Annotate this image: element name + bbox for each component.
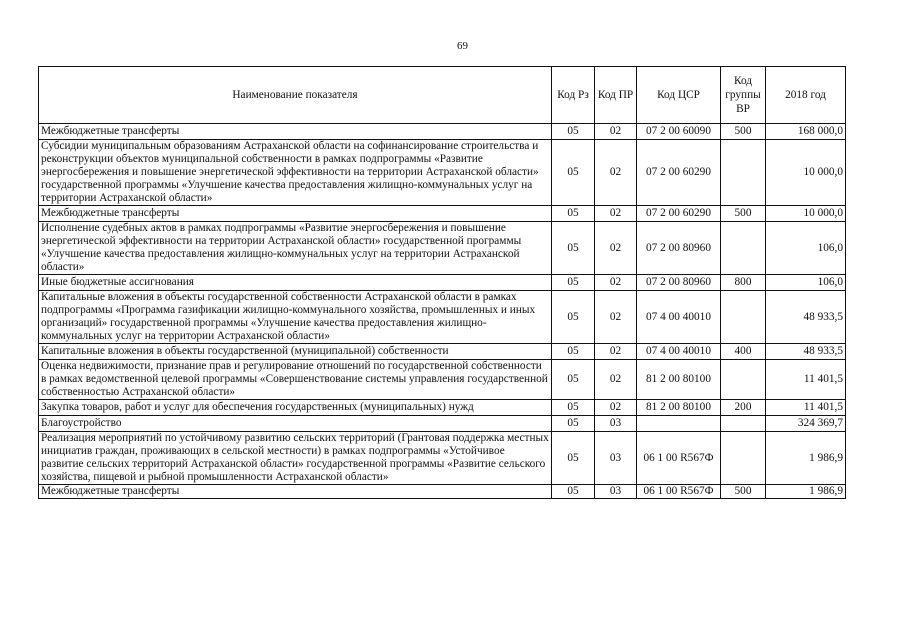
row-rz: 05 xyxy=(552,432,595,485)
row-csr: 07 2 00 60090 xyxy=(637,124,721,140)
row-amount: 10 000,0 xyxy=(766,206,846,222)
row-vr: 400 xyxy=(721,344,766,360)
table-row xyxy=(39,432,846,485)
row-vr: 500 xyxy=(721,485,766,499)
row-vr: 500 xyxy=(721,124,766,140)
table-row xyxy=(39,291,846,344)
row-vr xyxy=(721,416,766,432)
row-amount: 106,0 xyxy=(766,222,846,275)
table-row xyxy=(39,344,846,360)
row-rz: 05 xyxy=(552,360,595,400)
row-pr: 02 xyxy=(595,206,637,222)
row-amount: 48 933,5 xyxy=(766,344,846,360)
row-amount: 11 401,5 xyxy=(766,360,846,400)
header-pr: Код ПР xyxy=(595,67,637,124)
row-name: Межбюджетные трансферты xyxy=(39,485,552,499)
budget-table xyxy=(38,66,846,499)
row-csr: 06 1 00 R567Ф xyxy=(637,432,721,485)
row-pr: 02 xyxy=(595,360,637,400)
row-vr xyxy=(721,140,766,206)
row-name: Исполнение судебных актов в рамках подпрограммы «Развитие энергосбережения и повышение энергетической эффективности на территории Астраханской области» государственной программы «Улучшение качества предоставления жилищно-коммунальных услуг на территории Астраханской области» xyxy=(39,222,552,275)
row-pr: 02 xyxy=(595,400,637,416)
header-csr: Код ЦСР xyxy=(637,67,721,124)
row-rz: 05 xyxy=(552,344,595,360)
row-name: Межбюджетные трансферты xyxy=(39,124,552,140)
header-rz: Код Рз xyxy=(552,67,595,124)
row-name: Оценка недвижимости, признание прав и регулирование отношений по государственной собственности в рамках ведомственной целевой программы «Совершенствование системы управления государственной собственностью Астраханской области» xyxy=(39,360,552,400)
row-pr: 02 xyxy=(595,124,637,140)
row-vr xyxy=(721,222,766,275)
row-amount: 1 986,9 xyxy=(766,432,846,485)
row-amount: 106,0 xyxy=(766,275,846,291)
row-name: Реализация мероприятий по устойчивому развитию сельских территорий (Грантовая поддержка местных инициатив граждан, проживающих в сельской местности) в рамках подпрограммы «Устойчивое развитие сельских территорий Астраханской области» государственной программы «Развитие сельского хозяйства, пищевой и рыбной промышленности Астраханской области» xyxy=(39,432,552,485)
header-year: 2018 год xyxy=(766,67,846,124)
row-amount: 11 401,5 xyxy=(766,400,846,416)
row-csr: 07 2 00 80960 xyxy=(637,275,721,291)
row-csr: 06 1 00 R567Ф xyxy=(637,485,721,499)
table-row xyxy=(39,485,846,499)
row-amount: 324 369,7 xyxy=(766,416,846,432)
table-row xyxy=(39,206,846,222)
row-vr xyxy=(721,432,766,485)
row-csr: 07 2 00 60290 xyxy=(637,140,721,206)
row-pr: 02 xyxy=(595,222,637,275)
row-name: Капитальные вложения в объекты государственной собственности Астраханской области в рамках подпрограммы «Программа газификации жилищно-коммунального хозяйства, промышленных и иных организаций» государственной программы «Улучшение качества предоставления жилищно-коммунальных услуг на территории Астраханской области» xyxy=(39,291,552,344)
header-vr: Код группы ВР xyxy=(721,67,766,124)
row-rz: 05 xyxy=(552,416,595,432)
table-row xyxy=(39,140,846,206)
row-csr: 81 2 00 80100 xyxy=(637,360,721,400)
table-row xyxy=(39,416,846,432)
row-pr: 03 xyxy=(595,485,637,499)
row-pr: 02 xyxy=(595,291,637,344)
row-name: Иные бюджетные ассигнования xyxy=(39,275,552,291)
row-amount: 168 000,0 xyxy=(766,124,846,140)
row-pr: 02 xyxy=(595,275,637,291)
page-number: 69 xyxy=(457,40,468,52)
row-csr: 81 2 00 80100 xyxy=(637,400,721,416)
table-row xyxy=(39,400,846,416)
row-vr xyxy=(721,291,766,344)
row-name: Благоустройство xyxy=(39,416,552,432)
row-rz: 05 xyxy=(552,291,595,344)
table-row xyxy=(39,222,846,275)
row-pr: 02 xyxy=(595,140,637,206)
row-rz: 05 xyxy=(552,400,595,416)
row-csr xyxy=(637,416,721,432)
row-vr: 500 xyxy=(721,206,766,222)
row-vr xyxy=(721,360,766,400)
row-vr: 800 xyxy=(721,275,766,291)
row-csr: 07 4 00 40010 xyxy=(637,291,721,344)
table-row xyxy=(39,124,846,140)
row-amount: 48 933,5 xyxy=(766,291,846,344)
row-rz: 05 xyxy=(552,140,595,206)
header-row xyxy=(39,67,846,124)
row-csr: 07 4 00 40010 xyxy=(637,344,721,360)
row-csr: 07 2 00 60290 xyxy=(637,206,721,222)
row-rz: 05 xyxy=(552,206,595,222)
row-name: Капитальные вложения в объекты государственной (муниципальной) собственности xyxy=(39,344,552,360)
row-rz: 05 xyxy=(552,275,595,291)
row-rz: 05 xyxy=(552,485,595,499)
row-amount: 10 000,0 xyxy=(766,140,846,206)
row-pr: 03 xyxy=(595,432,637,485)
table-row xyxy=(39,275,846,291)
row-rz: 05 xyxy=(552,222,595,275)
row-rz: 05 xyxy=(552,124,595,140)
row-pr: 03 xyxy=(595,416,637,432)
row-name: Межбюджетные трансферты xyxy=(39,206,552,222)
row-pr: 02 xyxy=(595,344,637,360)
row-amount: 1 986,9 xyxy=(766,485,846,499)
row-name: Субсидии муниципальным образованиям Астраханской области на софинансирование строительства и реконструкции объектов муниципальной собственности в рамках подпрограммы «Развитие энергосбережения и повышение энергетической эффективности на территории Астраханской области» государственной программы «Улучшение качества предоставления жилищно-коммунальных услуг на территории Астраханской области» xyxy=(39,140,552,206)
row-name: Закупка товаров, работ и услуг для обеспечения государственных (муниципальных) нужд xyxy=(39,400,552,416)
table-row xyxy=(39,360,846,400)
row-csr: 07 2 00 80960 xyxy=(637,222,721,275)
header-name: Наименование показателя xyxy=(39,67,552,124)
row-vr: 200 xyxy=(721,400,766,416)
